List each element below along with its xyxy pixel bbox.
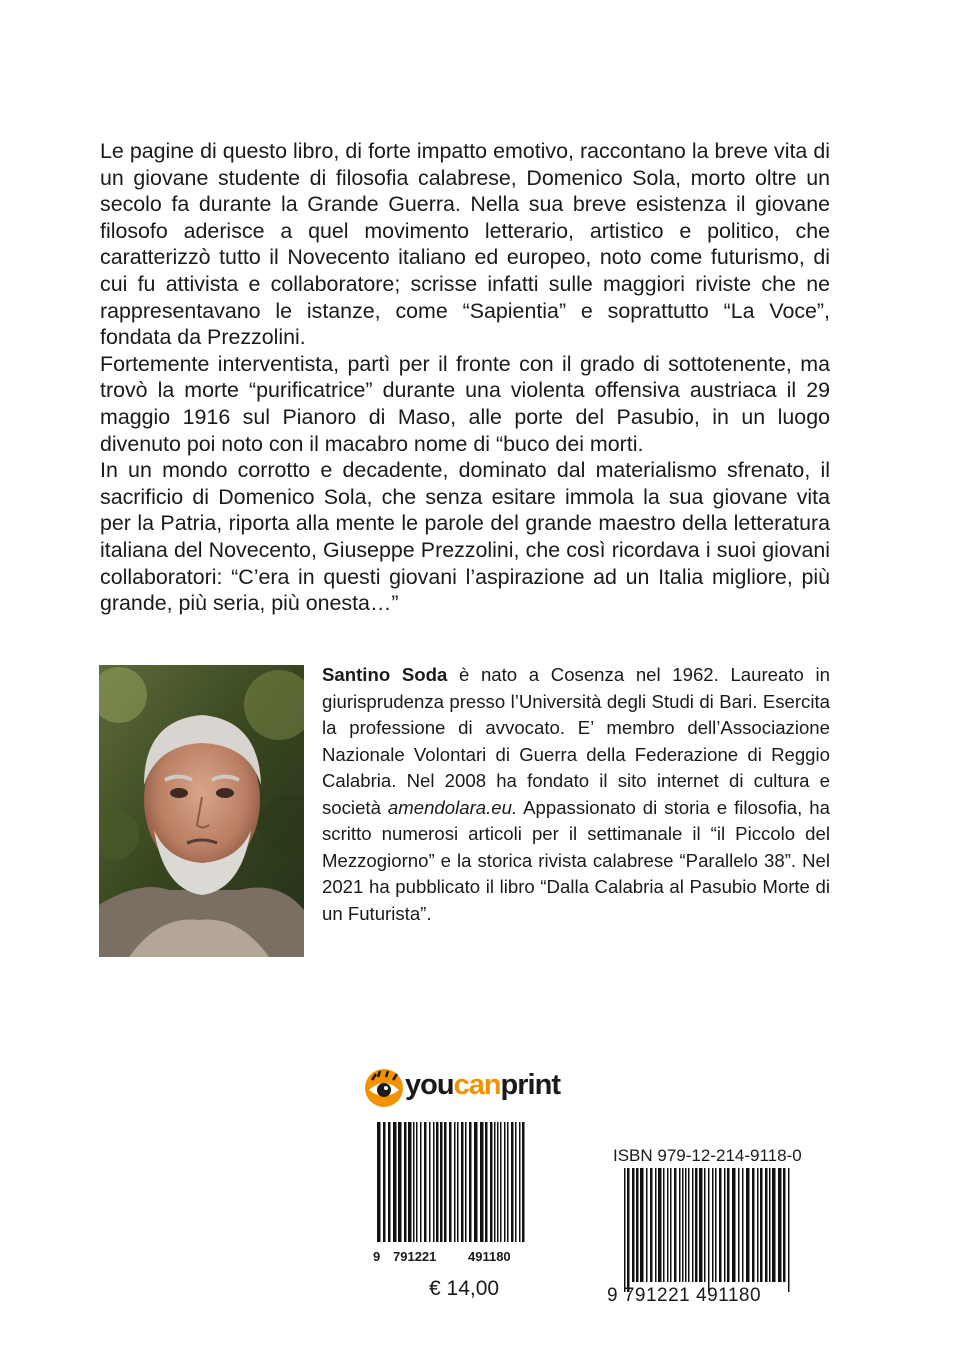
publisher-eye-icon	[364, 1068, 404, 1108]
barcode-bar	[765, 1168, 768, 1282]
barcode-bar	[682, 1168, 684, 1282]
isbn-barcode-bars	[624, 1168, 792, 1300]
barcode-bar	[383, 1122, 386, 1242]
barcode-bar	[732, 1168, 736, 1282]
barcode-bar	[663, 1168, 665, 1282]
barcode-bar	[497, 1122, 499, 1242]
barcode-bar	[688, 1168, 690, 1282]
barcode-bar	[504, 1122, 506, 1242]
barcode-bar	[778, 1168, 782, 1282]
barcode-bar	[404, 1122, 407, 1242]
barcode-bar	[469, 1122, 472, 1242]
barcode-bar	[636, 1168, 639, 1282]
barcode-bar	[667, 1168, 669, 1282]
barcode-bar	[738, 1168, 740, 1282]
price-barcode	[377, 1122, 527, 1242]
synopsis-paragraph: Fortemente interventista, partì per il fronte con il grado di sottotenente, ma trovò la morte “purificatrice” durante una violenta offensiva austriaca il 29 maggio 1916 sul Pianoro di Maso, alle porte del Pasubio, in un luogo divenuto poi noto con il macabro nome di “buco dei morti.	[100, 351, 830, 456]
barcode-bar	[416, 1122, 418, 1242]
barcode-bar	[685, 1168, 687, 1282]
price-barcode-bars	[377, 1122, 527, 1242]
barcode-bar	[388, 1122, 391, 1242]
barcode-first-digit: 9	[373, 1249, 381, 1264]
barcode-bar	[398, 1122, 402, 1242]
barcode-bar	[465, 1122, 467, 1242]
barcode-bar	[449, 1122, 452, 1242]
publisher-logo	[364, 1066, 574, 1110]
barcode-bar	[457, 1122, 459, 1242]
barcode-bar	[393, 1122, 397, 1242]
barcode-bar	[511, 1122, 514, 1242]
barcode-left-digits: 791221	[393, 1249, 437, 1264]
barcode-bar	[480, 1122, 484, 1242]
barcode-bar	[646, 1168, 648, 1282]
barcode-bar	[769, 1168, 771, 1282]
barcode-right-digits: 491180	[468, 1249, 511, 1264]
barcode-bar	[658, 1168, 662, 1282]
barcode-bar	[632, 1168, 635, 1282]
barcode-bar	[494, 1122, 496, 1242]
barcode-bar	[650, 1168, 653, 1282]
barcode-bar	[742, 1168, 744, 1282]
book-price: € 14,00	[429, 1277, 500, 1300]
barcode-bar	[627, 1168, 630, 1292]
barcode-bar	[377, 1122, 381, 1242]
barcode-bar	[746, 1168, 750, 1282]
barcode-bar	[440, 1122, 443, 1242]
barcode-bar	[708, 1168, 710, 1292]
logo-can: can	[453, 1069, 501, 1101]
barcode-bar	[429, 1122, 431, 1242]
barcode-bar	[719, 1168, 722, 1282]
barcode-bar	[699, 1168, 703, 1282]
barcode-bar	[783, 1168, 786, 1282]
barcode-bar	[436, 1122, 439, 1242]
barcode-bar	[724, 1168, 726, 1282]
barcode-bar	[515, 1122, 517, 1242]
author-photo	[99, 665, 304, 957]
author-portrait-image	[99, 665, 304, 957]
barcode-bar	[500, 1122, 502, 1242]
barcode-bar	[519, 1122, 521, 1242]
barcode-bar	[433, 1122, 435, 1242]
barcode-bar	[655, 1168, 657, 1282]
barcode-bar	[461, 1122, 464, 1242]
bio-text: è nato a Cosenza nel 1962. Laureato in giurisprudenza presso l’Università degli Studi di Bari. Esercita la professione di avvocato. E’ membro dell’Associazione Nazionale Volontari di Guerra della Federazione di Reggio Calabria. Nel 2008 ha fondato il sito internet di cultura e società	[322, 664, 830, 818]
barcode-bar	[424, 1122, 427, 1242]
barcode-bar	[624, 1168, 626, 1292]
synopsis-paragraph: Le pagine di questo libro, di forte impatto emotivo, raccontano la breve vita di un giovane studente di filosofia calabrese, Domenico Sola, morto oltre un secolo fa durante la Grande Guerra. Nella sua breve esistenza il giovane filosofo aderisce a quel movimento letterario, artistico e politico, che caratterizzò tutto il Novecento italiano ed europeo, noto come futurismo, di cui fu attivista e collaboratore; scrisse infatti sulle maggiori riviste che ne rappresentavano le istanze, come “Sapientia” e soprattutto “La Voce”, fondata da Prezzolini.	[100, 139, 830, 350]
barcode-bar	[413, 1122, 415, 1242]
book-synopsis	[100, 138, 830, 617]
barcode-bar	[490, 1122, 493, 1242]
logo-print: print	[500, 1069, 560, 1101]
isbn-barcode	[624, 1168, 792, 1300]
barcode-bar	[408, 1122, 412, 1242]
author-bio	[322, 662, 830, 927]
website-link[interactable]: amendolara.eu.	[387, 796, 518, 818]
barcode-bar	[522, 1122, 525, 1242]
barcode-bar	[474, 1122, 478, 1242]
publisher-wordmark	[405, 1069, 560, 1102]
barcode-bar	[507, 1122, 509, 1242]
barcode-bar	[752, 1168, 755, 1282]
synopsis-paragraph: In un mondo corrotto e decadente, dominato dal materialismo sfrenato, il sacrificio di Domenico Sola, che senza esitare immola la sua giovane vita per la Patria, riporta alla mente le parole del grande maestro della letteratura italiana del Novecento, Giuseppe Prezzolini, che così ricordava i suoi giovani collaboratori: “C’era in questi giovani l’aspirazione ad un Italia migliore, più grande, più seria, più onesta…”	[100, 458, 830, 616]
barcode-bar	[760, 1168, 763, 1282]
author-name: Santino Soda	[322, 664, 448, 685]
barcode-bar	[727, 1168, 730, 1282]
logo-you: you	[405, 1069, 454, 1101]
barcode-bar	[788, 1168, 790, 1292]
barcode-bar	[695, 1168, 698, 1282]
bio-text-continued: Appassionato di storia e filosofia, ha scritto numerosi articoli per il settimanale il “il Piccolo del Mezzogiorno” e la storica rivista calabrese “Parallelo 38”. Nel 2021 ha pubblicato il libro “Dalla Calabria al Pasubio Morte di un Futurista”.	[322, 796, 830, 924]
barcode-bar	[454, 1122, 456, 1242]
barcode-bar	[715, 1168, 717, 1282]
barcode-bar	[640, 1168, 644, 1282]
barcode-bar	[712, 1168, 714, 1282]
barcode-bar	[674, 1168, 677, 1282]
barcode-bar	[772, 1168, 776, 1282]
isbn-label: ISBN 979-12-214-9118-0	[613, 1146, 802, 1165]
barcode-bar	[679, 1168, 681, 1282]
barcode-bar	[444, 1122, 447, 1242]
barcode-bar	[485, 1122, 488, 1242]
barcode-bar	[670, 1168, 672, 1282]
barcode-bar	[704, 1168, 706, 1282]
isbn-barcode-digits: 9 791221 491180	[607, 1285, 762, 1306]
barcode-bar	[692, 1168, 694, 1282]
barcode-bar	[420, 1122, 422, 1242]
barcode-bar	[757, 1168, 759, 1282]
